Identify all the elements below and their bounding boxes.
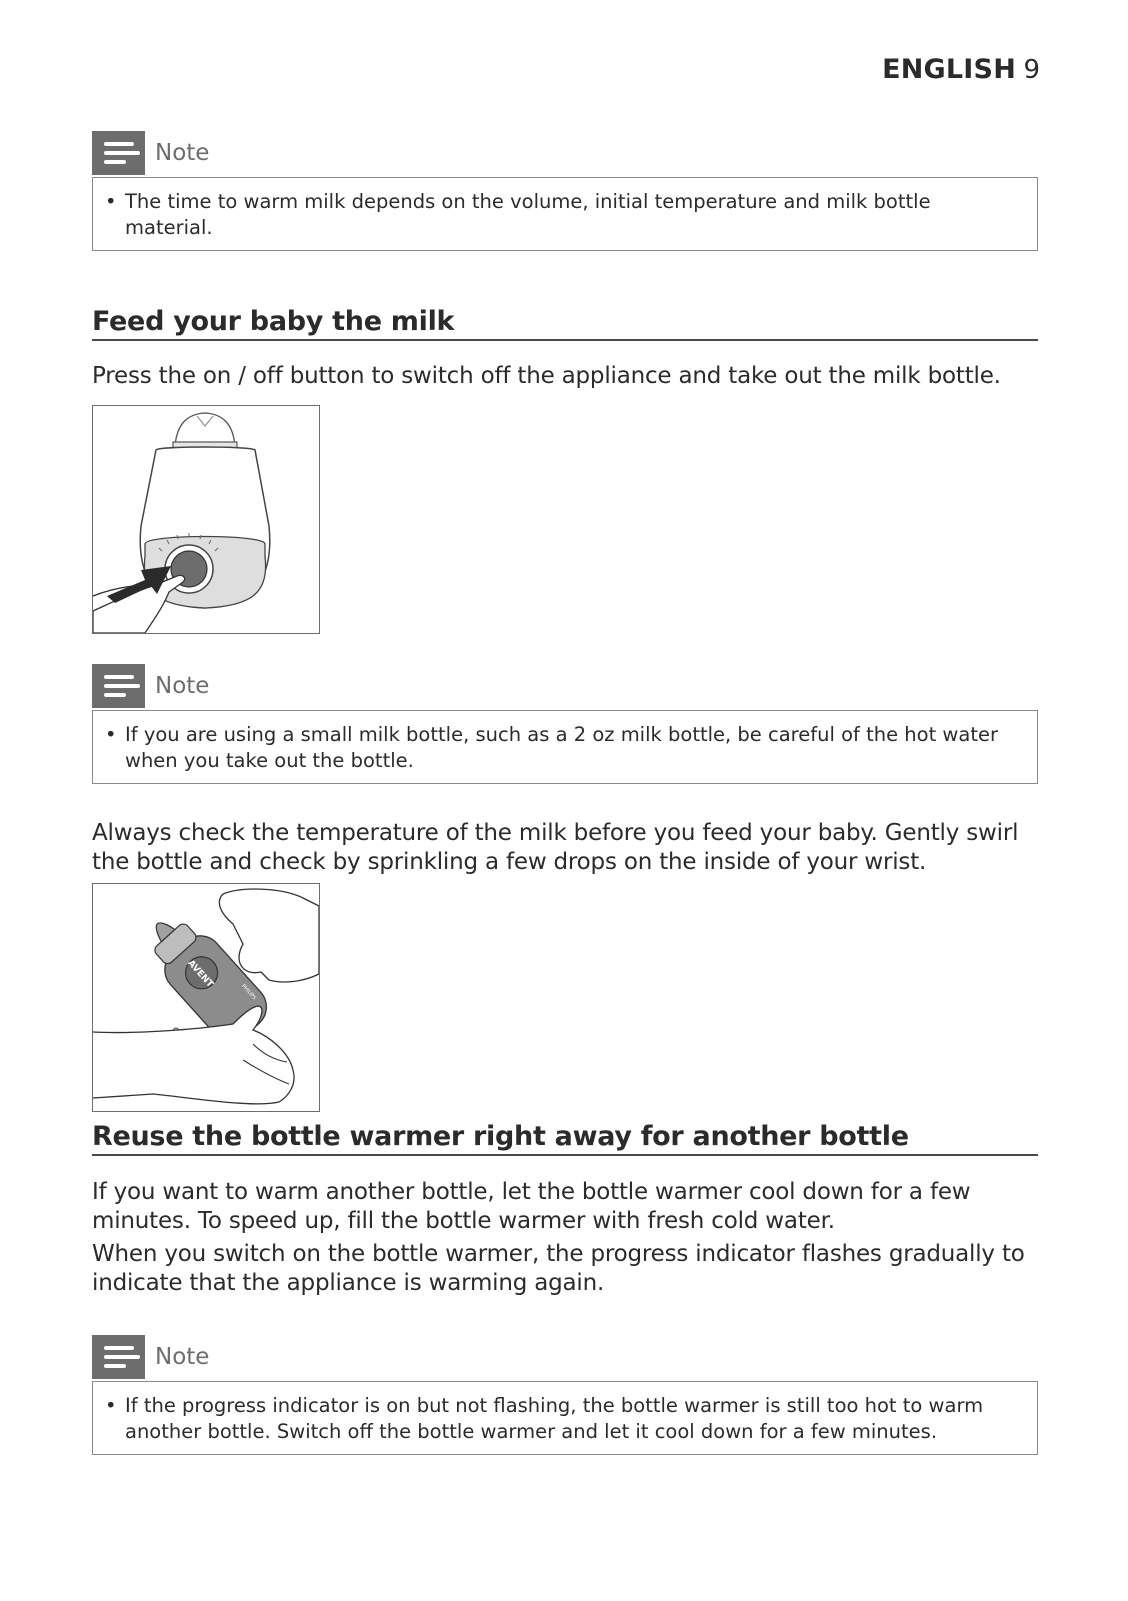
bottle-brand: PHILIPS <box>240 983 258 1002</box>
reuse-paragraph-2: When you switch on the bottle warmer, the progress indicator flashes gradually to indicate that the appliance is warming again. <box>92 1241 1025 1296</box>
note-header <box>92 664 392 708</box>
note-icon <box>92 131 145 175</box>
note-box <box>92 177 1038 251</box>
note-text: If the progress indicator is on but not flashing, the bottle warmer is still too hot to warm another bottle. Switch off the bottle warmer and let it cool down for a few minutes. <box>125 1394 984 1443</box>
page-number: 9 <box>1023 55 1040 85</box>
note-text: The time to warm milk depends on the volume, initial temperature and milk bottle material. <box>125 190 931 239</box>
bullet: • <box>105 190 117 213</box>
note-label: Note <box>155 1344 210 1370</box>
note-header <box>92 131 392 175</box>
language-label: ENGLISH <box>882 54 1016 85</box>
wrist-check-illustration <box>93 884 319 1111</box>
figure-wrist-check <box>92 883 320 1112</box>
note-box <box>92 1381 1038 1455</box>
bottle-warmer-illustration <box>93 406 319 633</box>
section-heading-reuse: Reuse the bottle warmer right away for another bottle <box>92 1121 1038 1156</box>
note-icon <box>92 664 145 708</box>
note-text: If you are using a small milk bottle, such as a 2 oz milk bottle, be careful of the hot water when you take out the bottle. <box>125 723 998 772</box>
feed-paragraph-1: Press the on / off button to switch off the appliance and take out the milk bottle. <box>92 363 1001 389</box>
figure-switch-off <box>92 405 320 634</box>
bullet: • <box>105 1394 117 1417</box>
section-heading-feed: Feed your baby the milk <box>92 306 1038 341</box>
bullet: • <box>105 723 117 746</box>
note-label: Note <box>155 140 210 166</box>
note-header <box>92 1335 392 1379</box>
note-label: Note <box>155 673 210 699</box>
note-box <box>92 710 1038 784</box>
bottle-logo: AVENT <box>185 958 215 990</box>
reuse-paragraph-1: If you want to warm another bottle, let the bottle warmer cool down for a few minutes. To speed up, fill the bottle warmer with fresh cold water. <box>92 1179 971 1234</box>
feed-paragraph-2: Always check the temperature of the milk before you feed your baby. Gently swirl the bottle and check by sprinkling a few drops on the inside of your wrist. <box>92 820 1019 875</box>
note-icon <box>92 1335 145 1379</box>
